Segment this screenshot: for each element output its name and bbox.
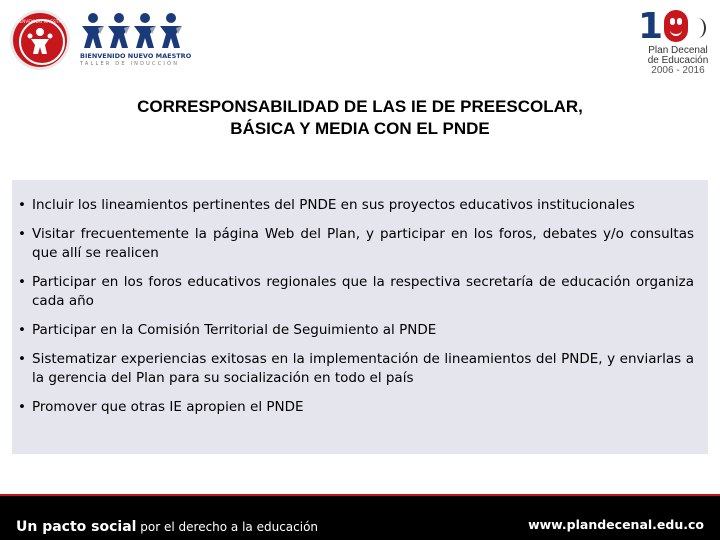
title-line1: CORRESPONSABILIDAD DE LAS IE DE PREESCOLAR, xyxy=(137,97,583,116)
bullet-icon: • xyxy=(18,274,26,290)
slogan-rest: por el derecho a la educación xyxy=(136,520,319,534)
bullet-icon: • xyxy=(18,351,26,367)
bullet-icon: • xyxy=(18,226,26,242)
list-item-text: Participar en la Comisión Territorial de Seguimiento al PNDE xyxy=(32,322,437,338)
footer-slogan xyxy=(16,516,318,535)
list-item xyxy=(12,398,708,417)
bullet-list xyxy=(12,196,708,427)
mid-logo-subtitle: TALLER DE INDUCCIÓN xyxy=(80,61,180,67)
people-icon xyxy=(25,27,55,55)
bienvenido-maestro-logo xyxy=(10,10,70,70)
bullet-icon: • xyxy=(18,399,26,415)
list-item-text: Participar en los foros educativos regionales que la respectiva secretaría de educación organiza cada año xyxy=(32,274,694,309)
title-line2: BÁSICA Y MEDIA CON EL PNDE xyxy=(230,119,490,138)
bienvenido-nuevo-maestro-logo xyxy=(78,12,190,68)
list-item xyxy=(12,321,708,340)
list-item-text: Sistematizar experiencias exitosas en la implementación de lineamientos del PNDE, y enviarlas a la gerencia del Plan para su socialización en todo el país xyxy=(32,351,694,386)
list-item xyxy=(12,196,708,215)
smile-face-icon xyxy=(664,10,688,42)
list-item-text: Visitar frecuentemente la página Web del Plan, y participar en los foros, debates y/o consultas que allí se realicen xyxy=(32,226,694,261)
list-item-text: Promover que otras IE apropien el PNDE xyxy=(32,399,304,415)
website-link[interactable]: www.plandecenal.edu.co xyxy=(528,517,704,532)
list-item xyxy=(12,225,708,263)
content-panel xyxy=(12,180,708,454)
sound-waves-icon xyxy=(690,18,706,38)
slogan-strong: Un pacto social xyxy=(16,519,137,535)
list-item xyxy=(12,350,708,388)
list-item xyxy=(12,273,708,311)
logo-ring-text: BIENVENIDO MAESTRO xyxy=(15,19,65,24)
plan-decenal-logo xyxy=(636,6,716,86)
mid-logo-title: BIENVENIDO NUEVO MAESTRO xyxy=(80,52,192,60)
logo-number: 1 xyxy=(638,6,662,47)
logo-years: 2006 - 2016 xyxy=(651,65,705,76)
figures-icon xyxy=(78,12,186,50)
logo-line1: Plan Decenal xyxy=(648,45,708,56)
bullet-icon: • xyxy=(18,197,26,213)
bullet-icon: • xyxy=(18,322,26,338)
list-item-text: Incluir los lineamientos pertinentes del PNDE en sus proyectos educativos institucionales xyxy=(32,197,635,213)
page-title xyxy=(60,96,660,140)
logo-caption xyxy=(640,46,716,76)
logo-line2: de Educación xyxy=(647,55,709,66)
